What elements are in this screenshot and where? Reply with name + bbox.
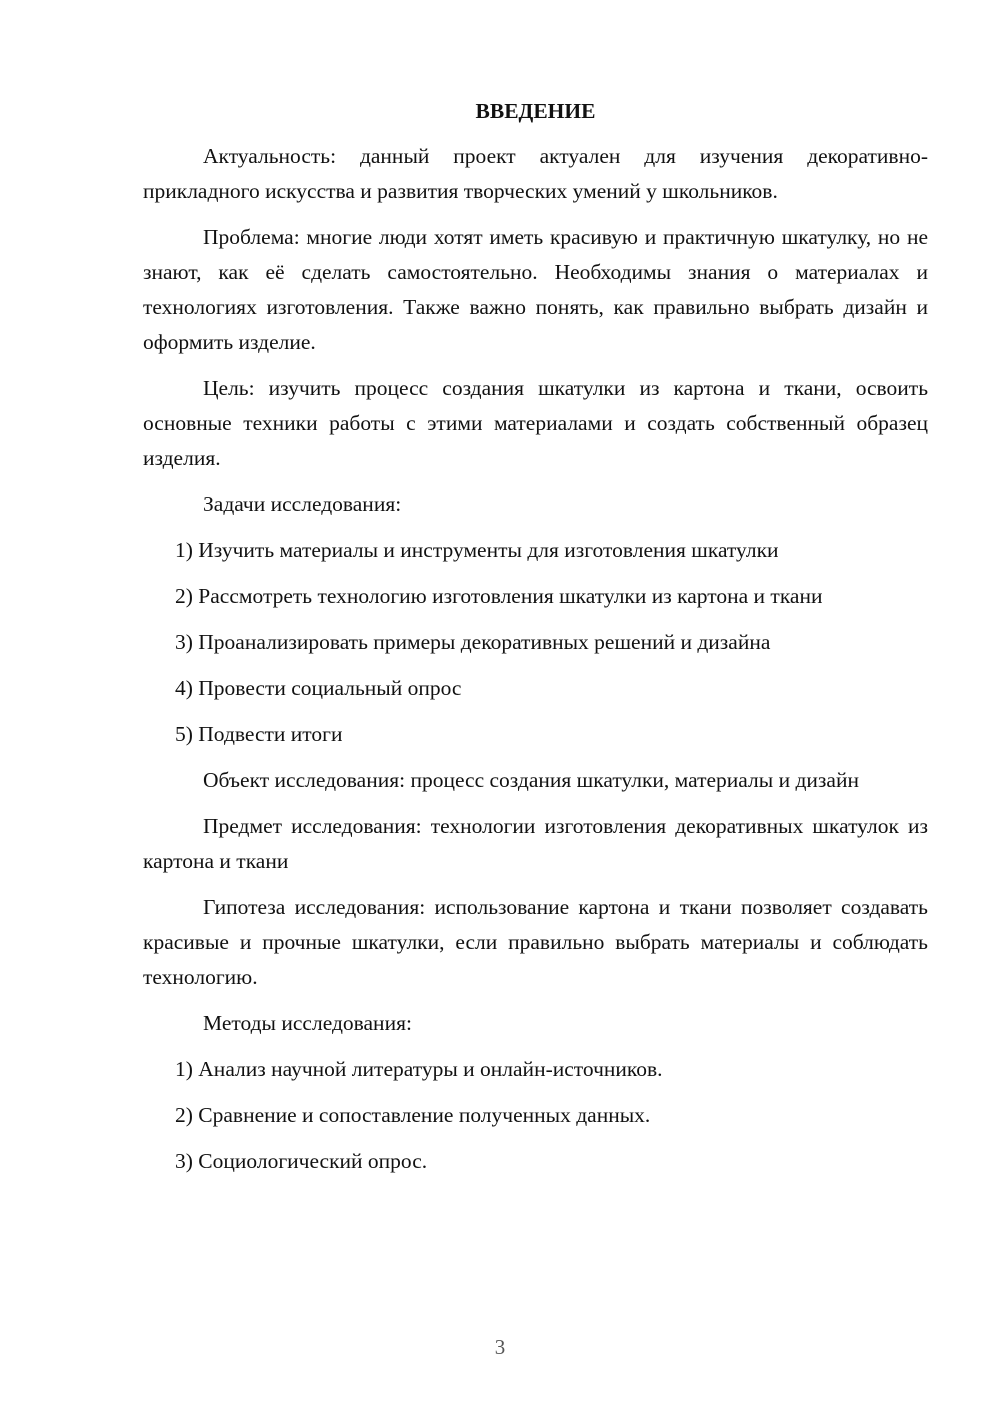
hypothesis-paragraph: Гипотеза исследования: использование картона и ткани позволяет создавать красивые и прочные шкатулки, если правильно выбрать материалы и соблюдать технологию.: [143, 895, 928, 989]
task-item: 1) Изучить материалы и инструменты для изготовления шкатулки: [175, 538, 779, 562]
method-item: 2) Сравнение и сопоставление полученных данных.: [175, 1103, 651, 1127]
method-item: 3) Социологический опрос.: [175, 1149, 428, 1173]
methods-list: [143, 1052, 928, 1179]
relevance-paragraph: Актуальность: данный проект актуален для изучения декоративно-прикладного искусства и развития творческих умений у школьников.: [143, 144, 928, 203]
task-item: 4) Провести социальный опрос: [175, 676, 462, 700]
subject-paragraph: Предмет исследования: технологии изготовления декоративных шкатулок из картона и ткани: [143, 814, 928, 873]
method-item: 1) Анализ научной литературы и онлайн-источников.: [175, 1057, 663, 1081]
page-number: 3: [494, 1335, 506, 1359]
problem-paragraph: Проблема: многие люди хотят иметь красивую и практичную шкатулку, но не знают, как её сделать самостоятельно. Необходимы знания о материалах и технологиях изготовления. Также важно понять, как правильно выбрать дизайн и оформить изделие.: [143, 225, 928, 354]
section-title: ВВЕДЕНИЕ: [475, 99, 596, 123]
object-paragraph: Объект исследования: процесс создания шкатулки, материалы и дизайн: [203, 768, 859, 792]
task-item: 2) Рассмотреть технологию изготовления шкатулки из картона и ткани: [175, 584, 823, 608]
task-item: 5) Подвести итоги: [175, 722, 343, 746]
page-content: [143, 94, 928, 1190]
tasks-heading: Задачи исследования:: [203, 492, 402, 516]
goal-paragraph: Цель: изучить процесс создания шкатулки из картона и ткани, освоить основные техники работы с этими материалами и создать собственный образец изделия.: [143, 376, 928, 470]
task-item: 3) Проанализировать примеры декоративных решений и дизайна: [175, 630, 771, 654]
tasks-list: [143, 533, 928, 752]
methods-heading: Методы исследования:: [203, 1011, 412, 1035]
